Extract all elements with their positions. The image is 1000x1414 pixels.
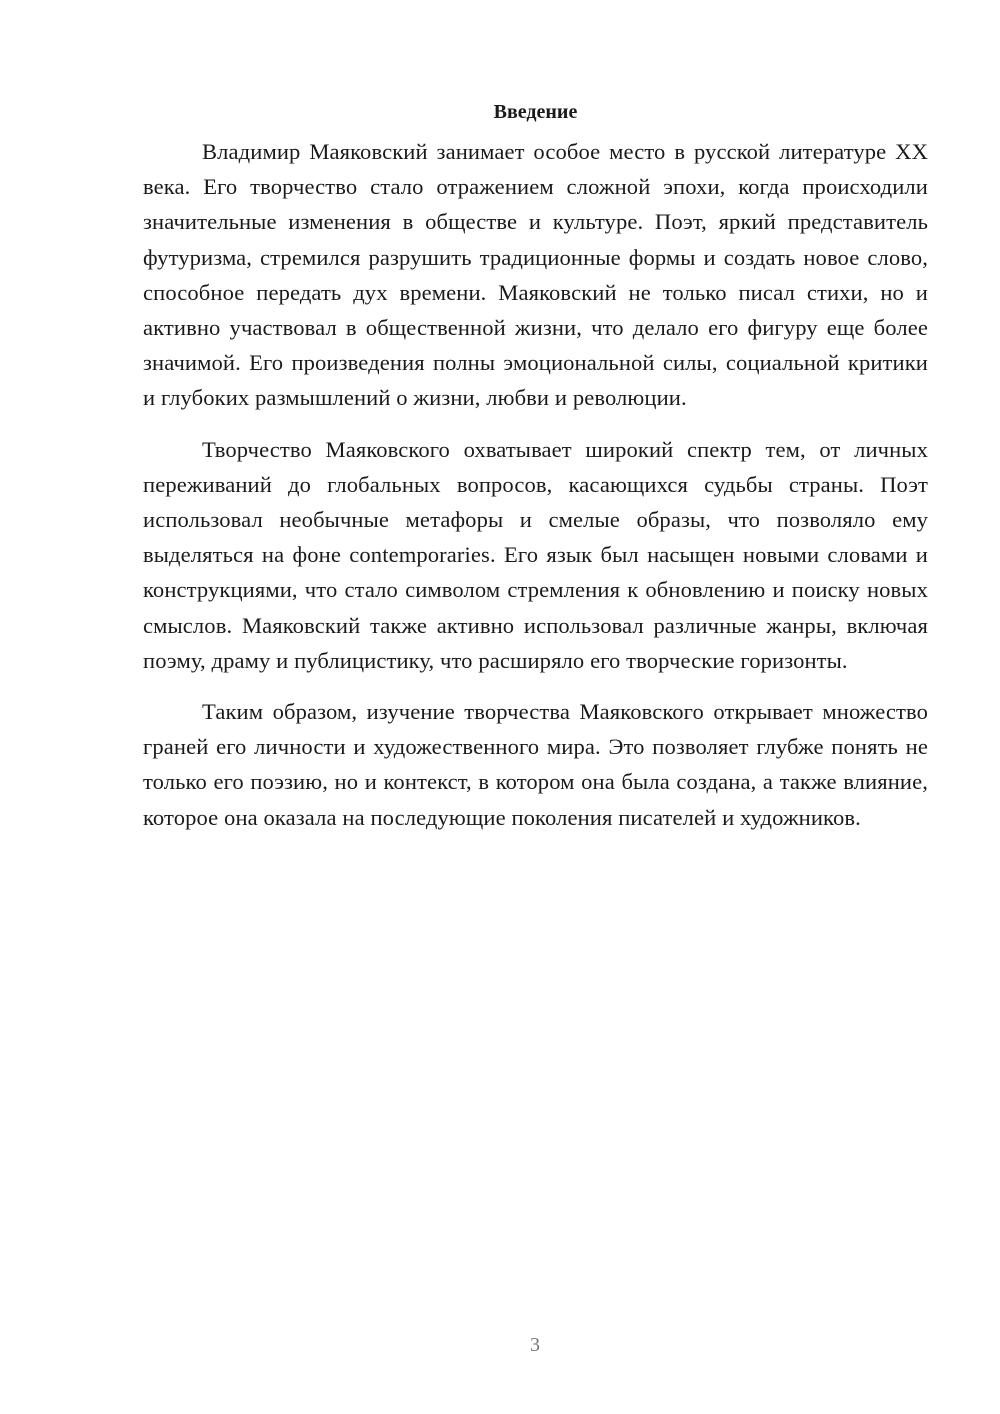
- page-content: [143, 98, 928, 851]
- paragraph-3: Таким образом, изучение творчества Маяковского открывает множество граней его личности и художественного мира. Это позволяет глубже понять не только его поэзию, но и контекст, в котором она была создана, а также влияние, которое она оказала на последующие поколения писателей и художников.: [143, 699, 928, 830]
- section-heading: Введение: [493, 101, 578, 123]
- page-number: 3: [530, 1334, 540, 1356]
- paragraph-1: Владимир Маяковский занимает особое место в русской литературе XX века. Его творчество стало отражением сложной эпохи, когда происходили значительные изменения в обществе и культуре. Поэт, яркий представитель футуризма, стремился разрушить традиционные формы и создать новое слово, способное передать дух времени. Маяковский не только писал стихи, но и активно участвовал в общественной жизни, что делало его фигуру еще более значимой. Его произведения полны эмоциональной силы, социальной критики и глубоких размышлений о жизни, любви и революции.: [143, 139, 928, 411]
- paragraph-2: Творчество Маяковского охватывает широкий спектр тем, от личных переживаний до глобальных вопросов, касающихся судьбы страны. Поэт использовал необычные метафоры и смелые образы, что позволяло ему выделяться на фоне contemporaries. Его язык был насыщен новыми словами и конструкциями, что стало символом стремления к обновлению и поиску новых смыслов. Маяковский также активно использовал различные жанры, включая поэму, драму и публицистику, что расширяло его творческие горизонты.: [143, 436, 928, 673]
